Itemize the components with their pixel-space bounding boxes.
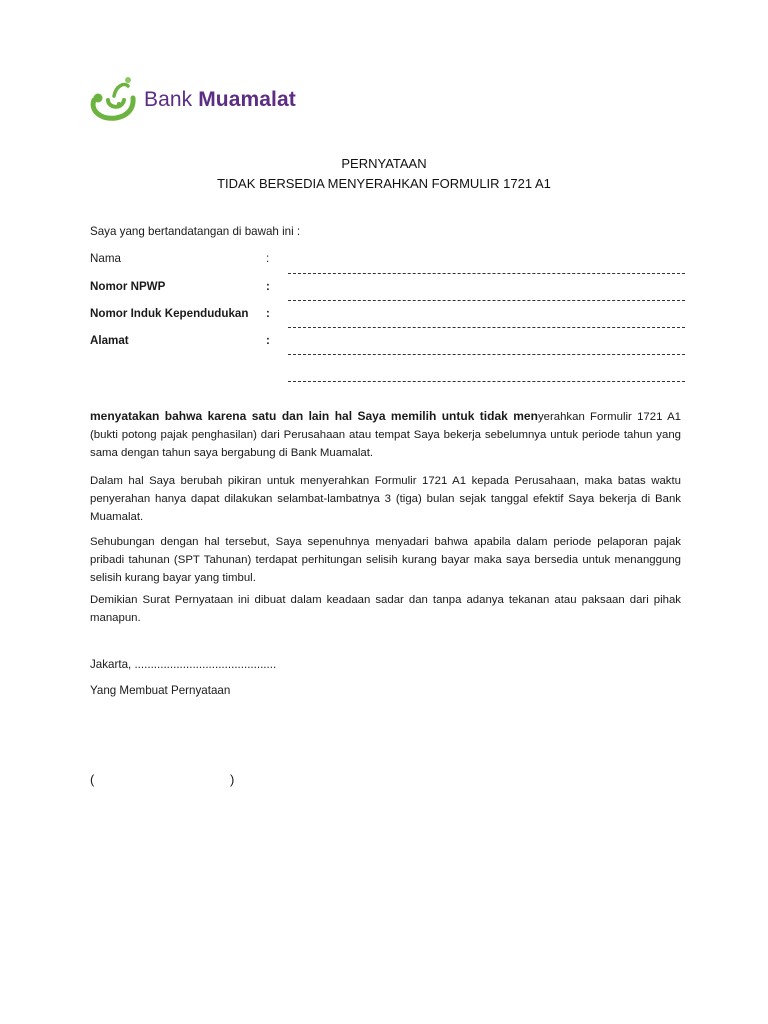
logo-word-muamalat: Muamalat xyxy=(198,88,296,111)
statement-lead: menyatakan bahwa karena satu dan lain hal Saya memilih untuk tidak men xyxy=(90,409,538,423)
statement-paragraph xyxy=(90,407,681,462)
document-subtitle: TIDAK BERSEDIA MENYERAHKAN FORMULIR 1721 A1 xyxy=(217,176,551,191)
fill-line-nama[interactable] xyxy=(288,273,685,274)
field-colon-npwp: : xyxy=(266,280,270,293)
signature-space[interactable] xyxy=(100,770,226,790)
fill-line-alamat[interactable] xyxy=(288,354,685,355)
field-label-npwp: Nomor NPWP xyxy=(90,280,166,293)
muamalat-emblem-icon xyxy=(86,74,142,124)
place-date-line: Jakarta, ............................................ xyxy=(90,658,277,671)
fill-line-npwp[interactable] xyxy=(288,300,685,301)
fill-line-alamat-2[interactable] xyxy=(288,381,685,382)
field-colon-alamat: : xyxy=(266,334,270,347)
document-title: PERNYATAAN xyxy=(341,156,427,171)
change-of-mind-paragraph: Dalam hal Saya berubah pikiran untuk menyerahkan Formulir 1721 A1 kepada Perusahaan, maka batas waktu penyerahan hanya dapat dilakukan selambat-lambatnya 3 (tiga) bulan sejak tanggal efektif Saya bekerja di Bank Muamalat. xyxy=(90,475,681,523)
logo-word-bank: Bank xyxy=(144,88,193,111)
field-colon-nama: : xyxy=(266,252,270,265)
bank-muamalat-logo xyxy=(86,74,326,124)
declaration-paragraph: Demikian Surat Pernyataan ini dibuat dalam keadaan sadar dan tanpa adanya tekanan atau paksaan dari pihak manapun. xyxy=(90,594,681,624)
field-label-alamat: Alamat xyxy=(90,334,129,347)
tax-liability-paragraph: Sehubungan dengan hal tersebut, Saya sepenuhnya menyadari bahwa apabila dalam periode pelaporan pajak pribadi tahunan (SPT Tahunan) terdapat perhitungan selisih kurang bayar maka saya bersedia untuk menanggung selisih kurang bayar yang timbul. xyxy=(90,536,681,584)
intro-text: Saya yang bertandatangan di bawah ini : xyxy=(90,225,301,238)
signature-paren-open: ( xyxy=(90,772,95,787)
logo-wordmark xyxy=(144,88,296,112)
field-label-nama: Nama xyxy=(90,252,121,265)
signer-label: Yang Membuat Pernyataan xyxy=(90,684,231,697)
fill-line-nik[interactable] xyxy=(288,327,685,328)
field-label-nik: Nomor Induk Kependudukan xyxy=(90,307,249,320)
field-colon-nik: : xyxy=(266,307,270,320)
signature-paren-close: ) xyxy=(230,772,235,787)
statement-rest: yerahkan Formulir 1721 A1 (bukti potong pajak penghasilan) dari Perusahaan atau tempat Saya bekerja sebelumnya untuk periode tahun yang sama dengan tahun saya bergabung di Bank Muamalat. xyxy=(90,411,682,459)
